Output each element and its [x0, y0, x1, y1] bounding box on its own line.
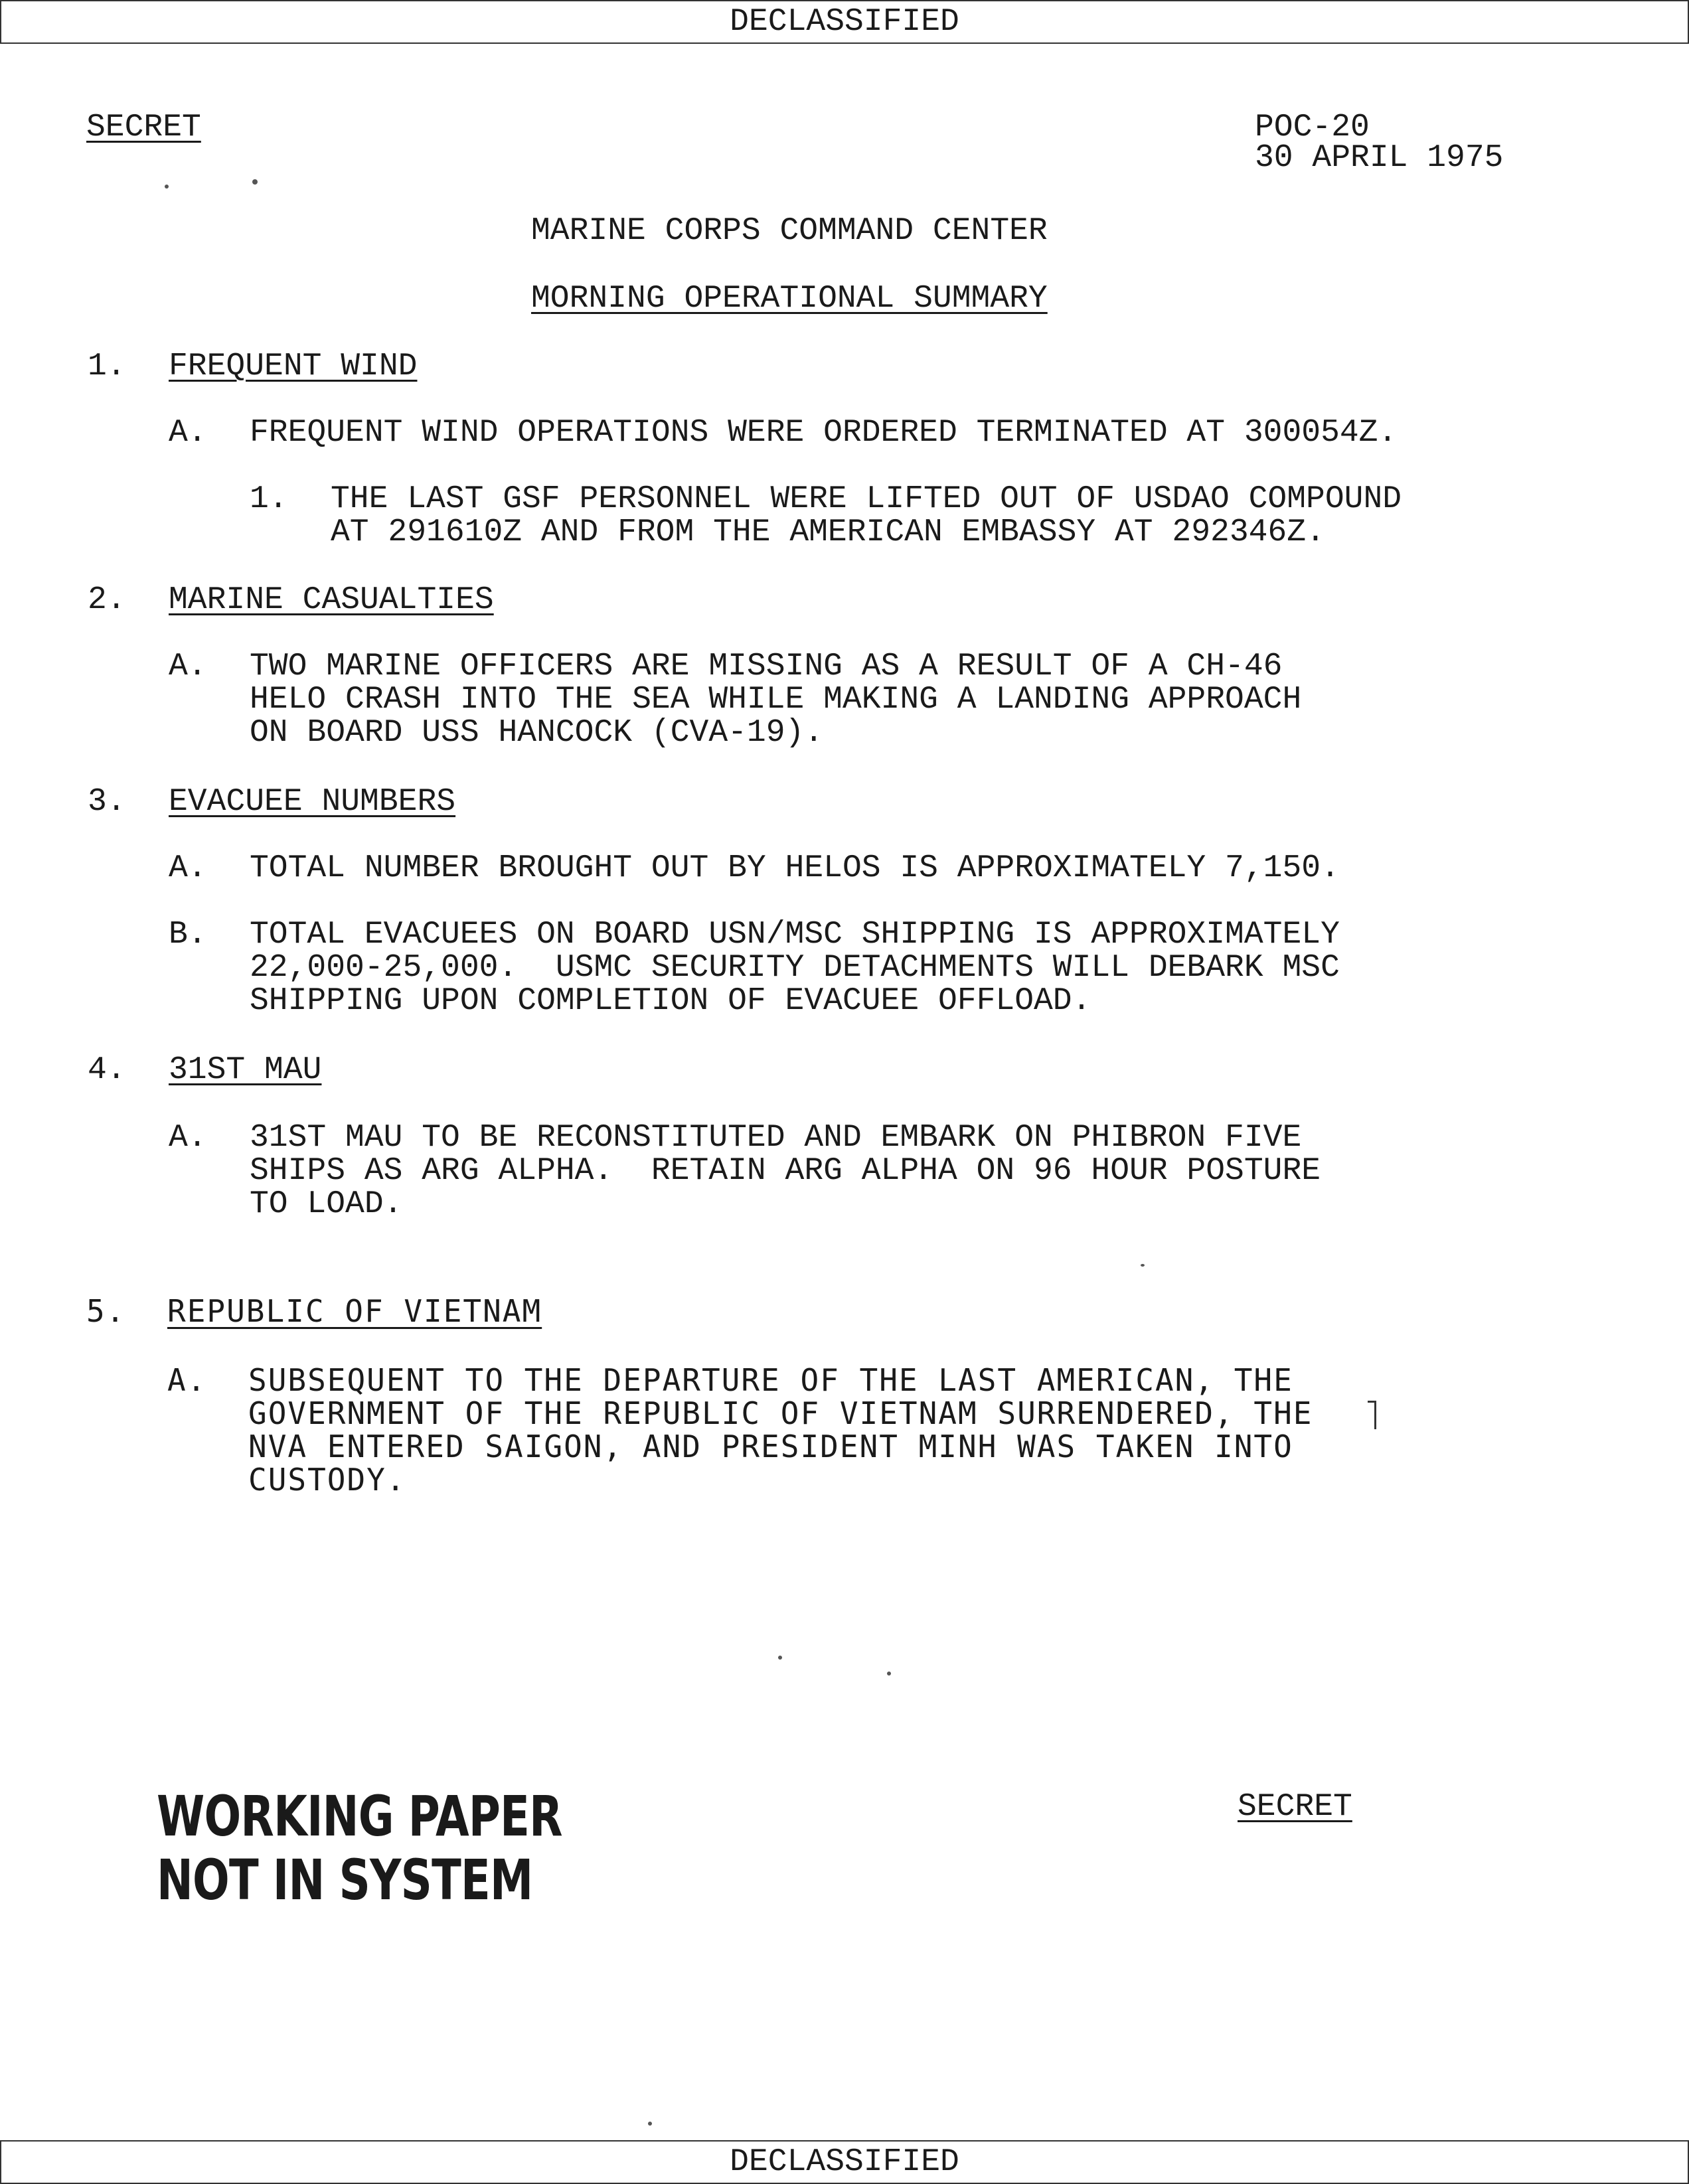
- item-text: GOVERNMENT OF THE REPUBLIC OF VIETNAM SURRENDERED, THE: [248, 1395, 1313, 1431]
- item-text: TWO MARINE OFFICERS ARE MISSING AS A RESULT OF A CH-46: [250, 649, 1283, 684]
- classification-marking-top: SECRET: [86, 110, 201, 145]
- item-label: A.: [169, 850, 207, 886]
- item-text: SHIPS AS ARG ALPHA. RETAIN ARG ALPHA ON 96 HOUR POSTURE: [250, 1153, 1321, 1189]
- section-heading: 31ST MAU: [169, 1052, 322, 1088]
- item-label: B.: [169, 917, 207, 953]
- item-text: ON BOARD USS HANCOCK (CVA-19).: [250, 715, 824, 751]
- scan-speck: [887, 1672, 891, 1676]
- document-id: POC-20: [1255, 110, 1370, 145]
- item-text: FREQUENT WIND OPERATIONS WERE ORDERED TERMINATED AT 300054Z.: [250, 415, 1398, 451]
- item-text: TO LOAD.: [250, 1186, 403, 1222]
- item-text: TOTAL EVACUEES ON BOARD USN/MSC SHIPPING IS APPROXIMATELY: [250, 917, 1340, 953]
- declassified-banner-top: DECLASSIFIED: [0, 0, 1689, 44]
- section-heading: REPUBLIC OF VIETNAM: [167, 1293, 542, 1329]
- item-text: SUBSEQUENT TO THE DEPARTURE OF THE LAST AMERICAN, THE: [248, 1362, 1293, 1398]
- item-label: A.: [167, 1362, 207, 1398]
- item-text: CUSTODY.: [248, 1462, 406, 1498]
- page-title: MARINE CORPS COMMAND CENTER: [531, 213, 1048, 249]
- declassified-banner-bottom: DECLASSIFIED: [0, 2140, 1689, 2184]
- document-date: 30 APRIL 1975: [1255, 140, 1504, 176]
- subitem-text: THE LAST GSF PERSONNEL WERE LIFTED OUT OF USDAO COMPOUND: [331, 481, 1402, 517]
- section-number: 5.: [86, 1293, 126, 1329]
- scan-speck: [165, 185, 169, 189]
- scan-speck: [648, 2122, 652, 2126]
- item-label: A.: [169, 1120, 207, 1156]
- working-paper-stamp-line2: NOT IN SYSTEM: [157, 1847, 533, 1912]
- working-paper-stamp-line1: WORKING PAPER: [157, 1784, 562, 1849]
- page-subtitle: MORNING OPERATIONAL SUMMARY: [531, 281, 1048, 317]
- item-text: NVA ENTERED SAIGON, AND PRESIDENT MINH WAS TAKEN INTO: [248, 1429, 1293, 1464]
- scan-speck: [252, 179, 258, 185]
- margin-bracket-mark: [1368, 1401, 1376, 1429]
- item-label: A.: [169, 649, 207, 684]
- subitem-label: 1.: [250, 481, 288, 517]
- section-number: 2.: [88, 582, 126, 618]
- scan-speck: [778, 1656, 782, 1660]
- section-heading: MARINE CASUALTIES: [169, 582, 494, 618]
- subitem-text: AT 291610Z AND FROM THE AMERICAN EMBASSY AT 292346Z.: [331, 514, 1325, 550]
- classification-marking-bottom: SECRET: [1238, 1789, 1352, 1825]
- section-number: 3.: [88, 784, 126, 820]
- section-heading: FREQUENT WIND: [169, 349, 418, 384]
- item-text: 22,000-25,000. USMC SECURITY DETACHMENTS WILL DEBARK MSC: [250, 950, 1340, 986]
- item-text: HELO CRASH INTO THE SEA WHILE MAKING A LANDING APPROACH: [250, 682, 1302, 718]
- item-text: 31ST MAU TO BE RECONSTITUTED AND EMBARK ON PHIBRON FIVE: [250, 1120, 1302, 1156]
- scan-speck: [1141, 1264, 1145, 1267]
- section-number: 4.: [88, 1052, 126, 1088]
- section-heading: EVACUEE NUMBERS: [169, 784, 456, 820]
- item-text: TOTAL NUMBER BROUGHT OUT BY HELOS IS APPROXIMATELY 7,150.: [250, 850, 1340, 886]
- section-number: 1.: [88, 349, 126, 384]
- item-text: SHIPPING UPON COMPLETION OF EVACUEE OFFLOAD.: [250, 983, 1091, 1019]
- item-label: A.: [169, 415, 207, 451]
